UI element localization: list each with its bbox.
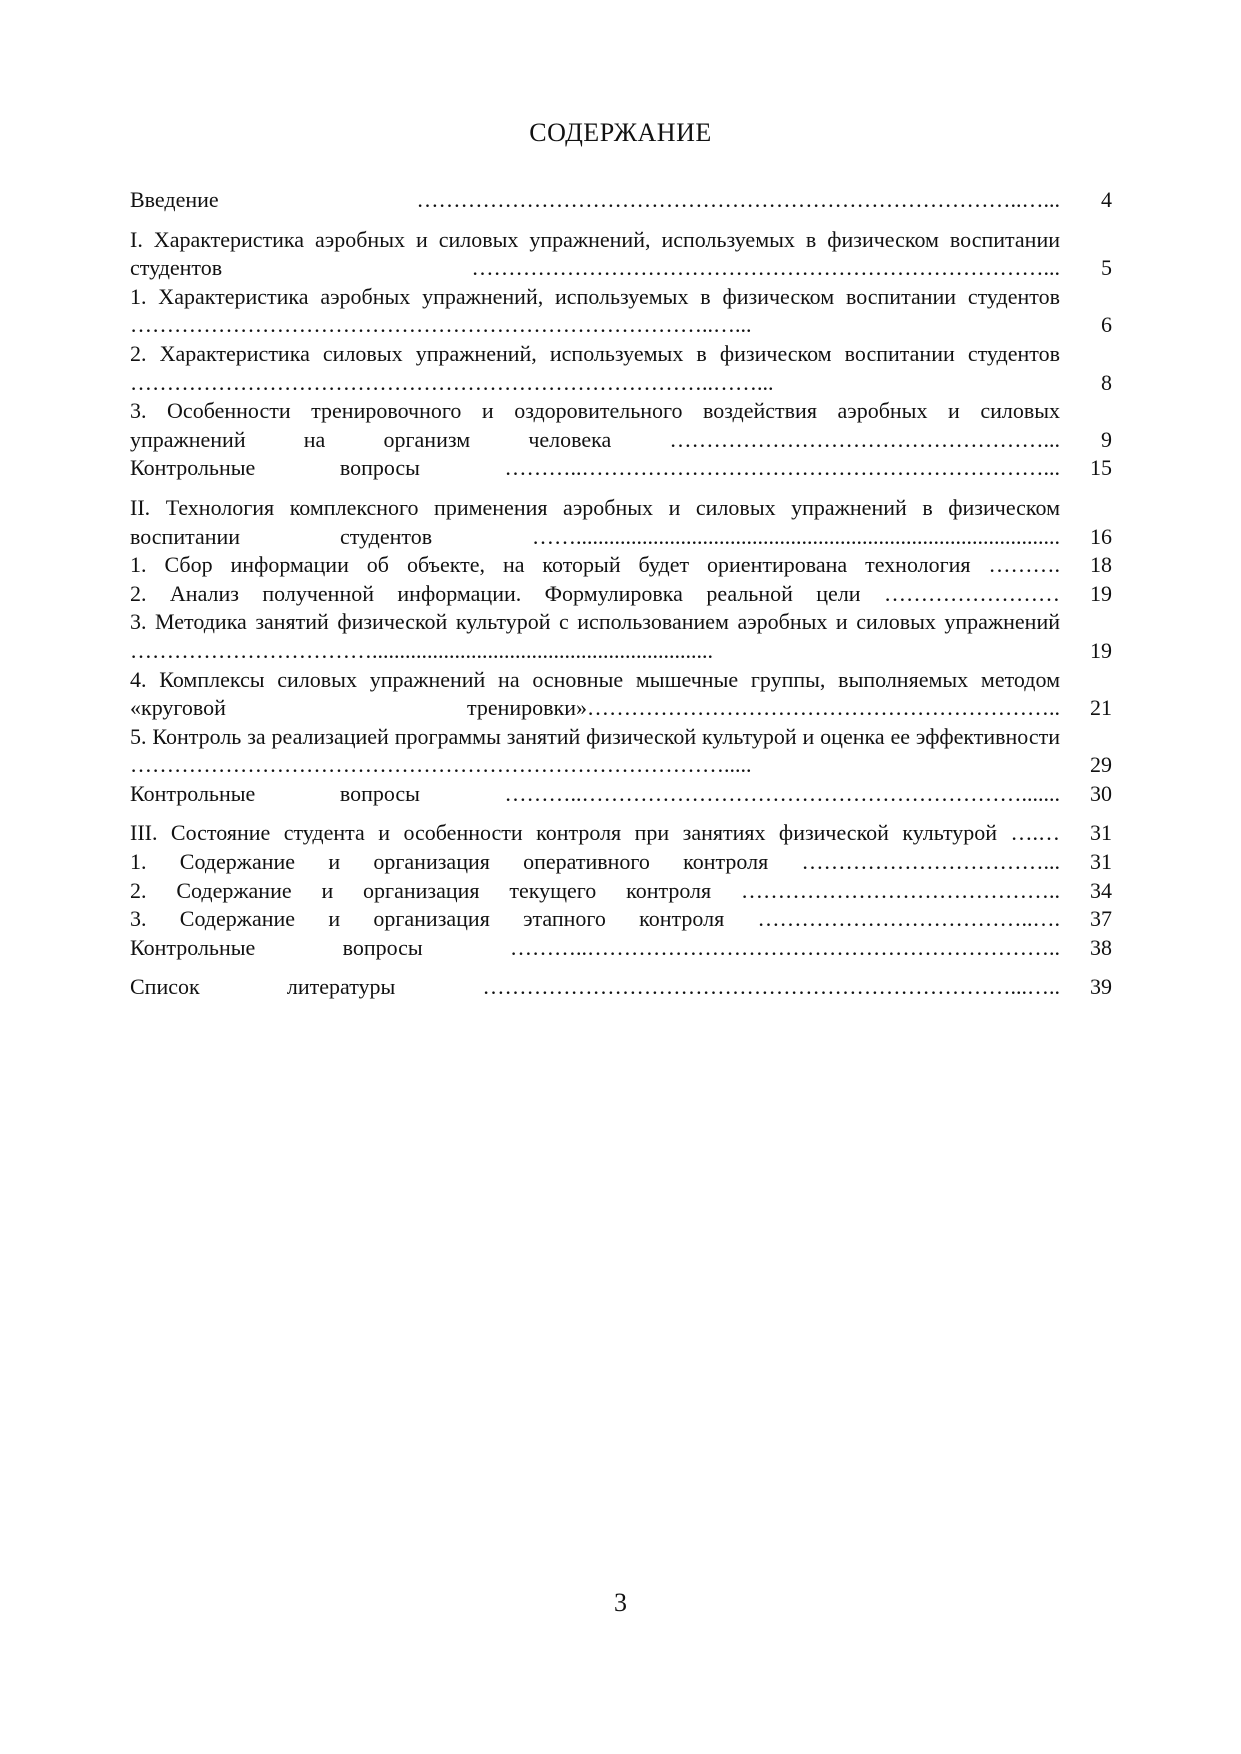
- toc-entry-text: Введение ………………………………………………………………………..…...: [130, 187, 1060, 212]
- toc-entry-text: 1. Характеристика аэробных упражнений, используемых в физическом воспитании студентов ……………………………………………………………………..…...: [130, 283, 1060, 338]
- toc-entry-page: 6: [1101, 312, 1112, 338]
- toc-entry: [130, 186, 1112, 215]
- toc-entry: [130, 819, 1112, 848]
- toc-entry-text: Контрольные вопросы ………..…………………………………………………….......: [130, 780, 1060, 806]
- toc-entry-text: Контрольные вопросы ………..………………………………………………………..: [130, 934, 1060, 960]
- toc-entry: [130, 580, 1112, 609]
- page-number: 3: [614, 1588, 627, 1617]
- toc-entry: [130, 973, 1112, 1002]
- toc-entry-page: 30: [1090, 780, 1112, 806]
- toc-entry-text: 2. Содержание и организация текущего контроля ……………………………………..: [130, 877, 1060, 903]
- toc-entry-page: 19: [1090, 637, 1112, 663]
- toc-entry: [130, 608, 1112, 665]
- toc-entry-text: 1. Содержание и организация оперативного контроля ……………………………...: [130, 849, 1060, 875]
- toc-entry-text: 2. Анализ полученной информации. Формулировка реальной цели ……………………: [130, 580, 1060, 606]
- toc-entry-text: 4. Комплексы силовых упражнений на основные мышечные группы, выполняемых методом «круговой тренировки»………………………………………………………..: [130, 666, 1060, 721]
- toc-entry-page: 19: [1090, 580, 1112, 606]
- toc-entry: [130, 494, 1112, 551]
- toc-entry-page: 5: [1101, 255, 1112, 281]
- toc-entry: [130, 226, 1112, 283]
- toc-entry: [130, 397, 1112, 454]
- toc-entry-page: 37: [1090, 906, 1112, 932]
- toc-entry: [130, 723, 1112, 780]
- toc-entry-text: 1. Сбор информации об объекте, на который будет ориентирована технология ……….: [130, 552, 1060, 578]
- toc-entry-text: 3. Методика занятий физической культурой с использованием аэробных и силовых упражнений ……………………………..............................................................: [130, 609, 1060, 663]
- toc-entry-page: 39: [1090, 974, 1112, 1000]
- toc-entry-page: 9: [1101, 426, 1112, 452]
- toc-entry-page: 16: [1090, 523, 1112, 549]
- toc-entry-text: 2. Характеристика силовых упражнений, используемых в физическом воспитании студентов ……………………………………………………………………..……...: [130, 340, 1060, 395]
- toc-entry: [130, 340, 1112, 397]
- toc-entry-page: 4: [1101, 187, 1112, 212]
- toc-entry: [130, 848, 1112, 877]
- toc-entry-text: Список литературы ………………………………………………………………...…..: [130, 974, 1060, 1000]
- toc-entry-page: 21: [1090, 695, 1112, 721]
- toc-entry-page: 15: [1090, 455, 1112, 481]
- toc-entry-page: 38: [1090, 934, 1112, 960]
- toc-entry-text: 3. Содержание и организация этапного контроля ………………………………..….: [130, 906, 1060, 932]
- toc-entry: [130, 666, 1112, 723]
- toc-entry-page: 31: [1090, 849, 1112, 875]
- toc-entry: [130, 283, 1112, 340]
- toc-entry-page: 8: [1101, 369, 1112, 395]
- toc-entry: [130, 905, 1112, 934]
- toc-entry: [130, 877, 1112, 906]
- toc-entry-text: III. Состояние студента и особенности контроля при занятиях физической культурой ….…: [130, 820, 1060, 846]
- toc-entry-text: I. Характеристика аэробных и силовых упражнений, используемых в физическом воспитании студентов ……………………………………………………………………...: [130, 226, 1060, 281]
- page-title: СОДЕРЖАНИЕ: [529, 118, 712, 147]
- toc-entry-text: 3. Особенности тренировочного и оздоровительного воздействия аэробных и силовых упражнений на организм человека ……………………………………………...: [130, 398, 1060, 452]
- table-of-contents: [130, 186, 1112, 1002]
- toc-entry-text: Контрольные вопросы ………..………………………………………………………...: [130, 455, 1060, 481]
- toc-entry: [130, 934, 1112, 963]
- toc-entry: [130, 551, 1112, 580]
- toc-entry-page: 18: [1090, 552, 1112, 578]
- toc-entry: [130, 454, 1112, 483]
- toc-entry-text: 5. Контроль за реализацией программы занятий физической культурой и оценка ее эффективности ……………………………………………………………………….....: [130, 723, 1060, 778]
- toc-entry-text: II. Технология комплексного применения аэробных и силовых упражнений в физическом воспитании студентов ……........................................................................................: [130, 494, 1060, 549]
- toc-entry-page: 29: [1090, 752, 1112, 778]
- toc-entry-page: 34: [1090, 877, 1112, 903]
- toc-entry: [130, 780, 1112, 809]
- toc-entry-page: 31: [1090, 820, 1112, 846]
